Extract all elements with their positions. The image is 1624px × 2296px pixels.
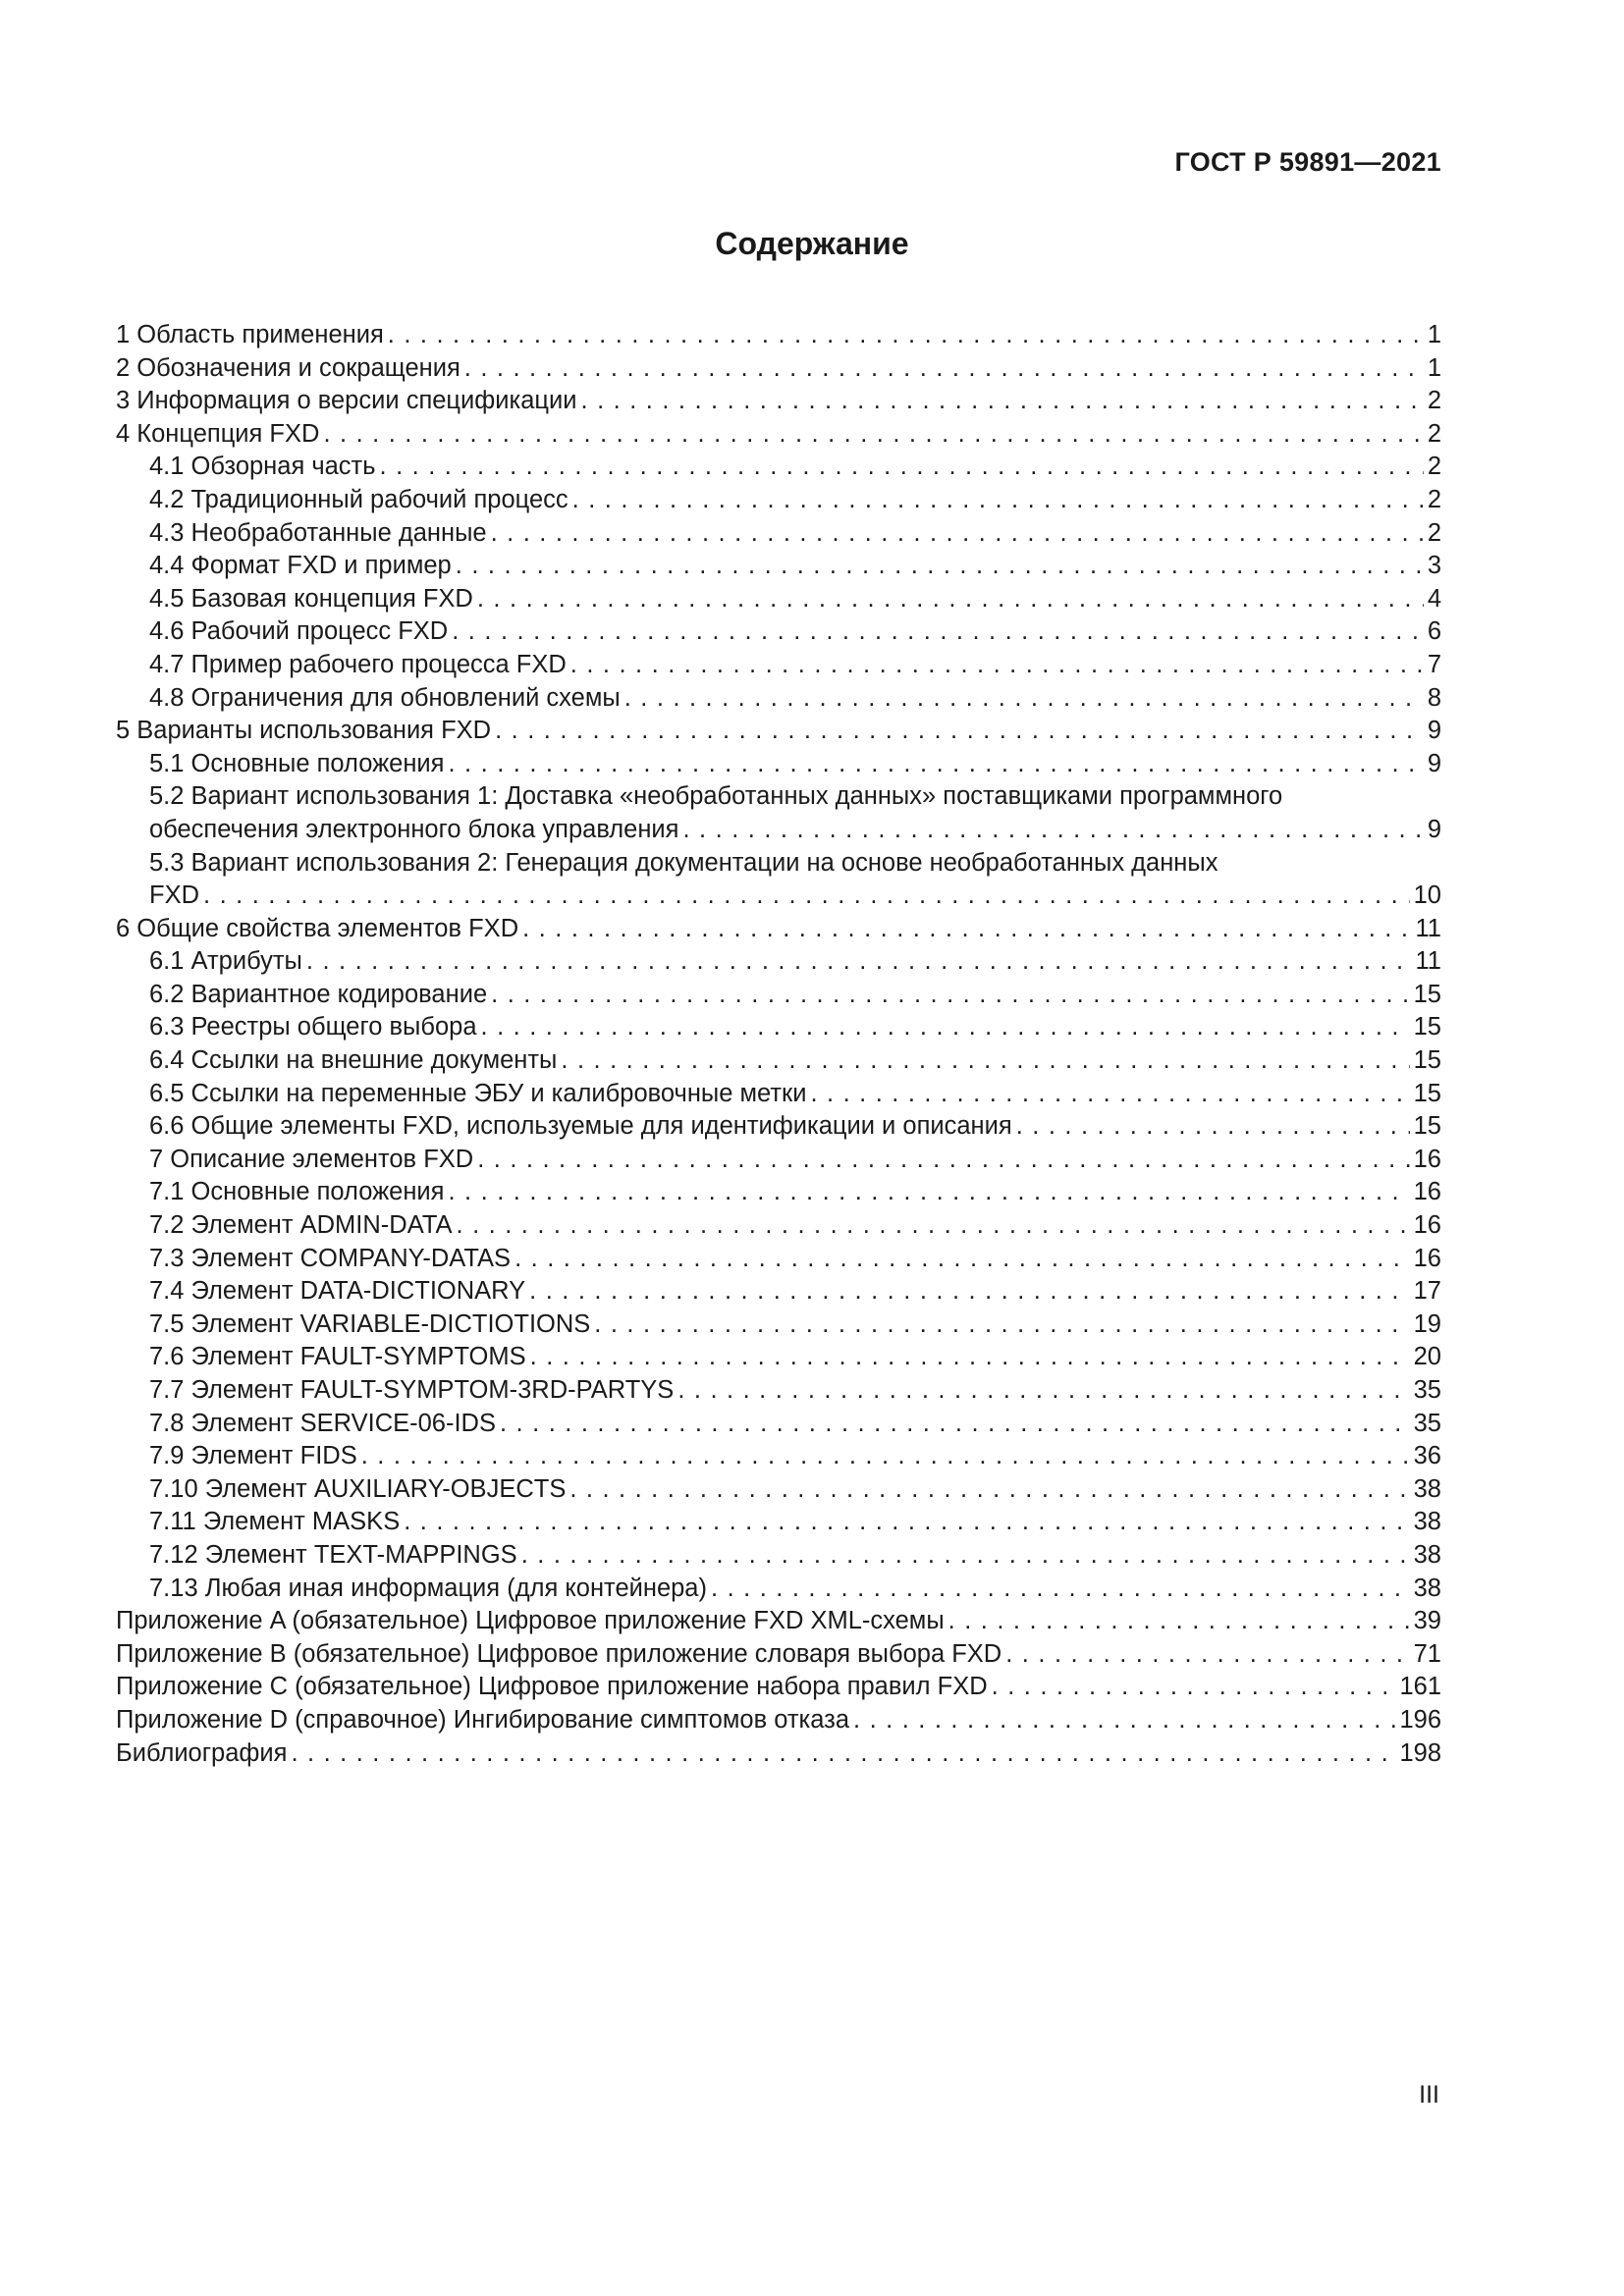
toc-entry[interactable]: 6.3 Реестры общего выбора . . . 15 <box>116 1011 1441 1044</box>
toc-entry[interactable]: 7.8 Элемент SERVICE-06-IDS . . . 35 <box>116 1408 1441 1441</box>
toc-entry[interactable]: 7.7 Элемент FAULT-SYMPTOM-3RD-PARTYS . . . 35 <box>116 1374 1441 1408</box>
toc-entry[interactable]: 7.1 Основные положения . . . 16 <box>116 1176 1441 1209</box>
toc-entry[interactable]: 7.6 Элемент FAULT-SYMPTOMS . . . 20 <box>116 1341 1441 1374</box>
toc-entry[interactable]: 7.4 Элемент DATA-DICTIONARY . . . 17 <box>116 1275 1441 1308</box>
toc-entry[interactable]: 5.1 Основные положения . . . 9 <box>116 748 1441 781</box>
toc-entry[interactable]: 4.6 Рабочий процесс FXD . . . 6 <box>116 615 1441 649</box>
toc-entry[interactable]: 1 Область применения . . . 1 <box>116 319 1441 352</box>
document-id: ГОСТ Р 59891—2021 <box>1174 147 1441 177</box>
toc-entry[interactable]: 7.13 Любая иная информация (для контейнера) . . . 38 <box>116 1573 1441 1606</box>
toc-entry[interactable]: 6 Общие свойства элементов FXD . . . 11 <box>116 913 1441 946</box>
toc-entry[interactable]: 4.8 Ограничения для обновлений схемы . . . 8 <box>116 682 1441 716</box>
toc-entry[interactable]: 4.4 Формат FXD и пример . . . 3 <box>116 550 1441 583</box>
toc-entry[interactable]: Приложение D (справочное) Ингибирование симптомов отказа . . . 196 <box>116 1704 1441 1737</box>
toc-entry[interactable]: 7.3 Элемент COMPANY-DATAS . . . 16 <box>116 1243 1441 1276</box>
toc-entry[interactable]: 4.1 Обзорная часть . . . 2 <box>116 451 1441 484</box>
toc-entry[interactable]: 3 Информация о версии спецификации . . . 2 <box>116 385 1441 418</box>
toc-entry[interactable]: 7.2 Элемент ADMIN-DATA . . . 16 <box>116 1209 1441 1243</box>
toc-entry[interactable]: Приложение C (обязательное) Цифровое приложение набора правил FXD . . . 161 <box>116 1671 1441 1704</box>
toc-entry[interactable]: 5.2 Вариант использования 1: Доставка «необработанных данных» поставщиками программного обеспечения электронного блока управления . . . 9 <box>116 780 1441 846</box>
toc-entry[interactable]: 7.12 Элемент TEXT-MAPPINGS . . . 38 <box>116 1539 1441 1573</box>
toc-entry[interactable]: 6.6 Общие элементы FXD, используемые для идентификации и описания . . . 15 <box>116 1110 1441 1144</box>
toc-entry[interactable]: 4.5 Базовая концепция FXD . . . 4 <box>116 583 1441 616</box>
toc-entry[interactable]: 6.5 Ссылки на переменные ЭБУ и калибровочные метки . . . 15 <box>116 1078 1441 1111</box>
toc-entry[interactable]: 4.2 Традиционный рабочий процесс . . . 2 <box>116 484 1441 517</box>
toc-entry[interactable]: Приложение B (обязательное) Цифровое приложение словаря выбора FXD . . . 71 <box>116 1638 1441 1672</box>
toc-entry[interactable]: 6.1 Атрибуты . . . 11 <box>116 945 1441 979</box>
toc-entry[interactable]: 4 Концепция FXD . . . 2 <box>116 418 1441 452</box>
toc-entry[interactable]: 6.2 Вариантное кодирование . . . 15 <box>116 979 1441 1012</box>
table-of-contents <box>116 319 1441 1770</box>
toc-entry[interactable]: 7.9 Элемент FIDS . . . 36 <box>116 1440 1441 1473</box>
toc-entry[interactable]: Библиография . . . 198 <box>116 1737 1441 1771</box>
toc-entry[interactable]: 4.3 Необработанные данные . . . 2 <box>116 517 1441 551</box>
toc-entry[interactable]: 5.3 Вариант использования 2: Генерация документации на основе необработанных данных FXD . . . 10 <box>116 847 1441 913</box>
toc-entry[interactable]: 4.7 Пример рабочего процесса FXD . . . 7 <box>116 649 1441 682</box>
page-title: Содержание <box>715 226 909 261</box>
toc-entry[interactable]: 7.5 Элемент VARIABLE-DICTIOTIONS . . . 19 <box>116 1308 1441 1342</box>
toc-entry[interactable]: 5 Варианты использования FXD . . . 9 <box>116 715 1441 748</box>
toc-entry[interactable]: 7.10 Элемент AUXILIARY-OBJECTS . . . 38 <box>116 1473 1441 1507</box>
page-number: III <box>1419 2081 1439 2109</box>
toc-entry[interactable]: 7 Описание элементов FXD . . . 16 <box>116 1144 1441 1177</box>
toc-entry[interactable]: 6.4 Ссылки на внешние документы . . . 15 <box>116 1044 1441 1078</box>
toc-entry[interactable]: 7.11 Элемент MASKS . . . 38 <box>116 1506 1441 1539</box>
toc-entry[interactable]: Приложение A (обязательное) Цифровое приложение FXD XML-схемы . . . 39 <box>116 1605 1441 1638</box>
toc-entry[interactable]: 2 Обозначения и сокращения . . . 1 <box>116 352 1441 386</box>
